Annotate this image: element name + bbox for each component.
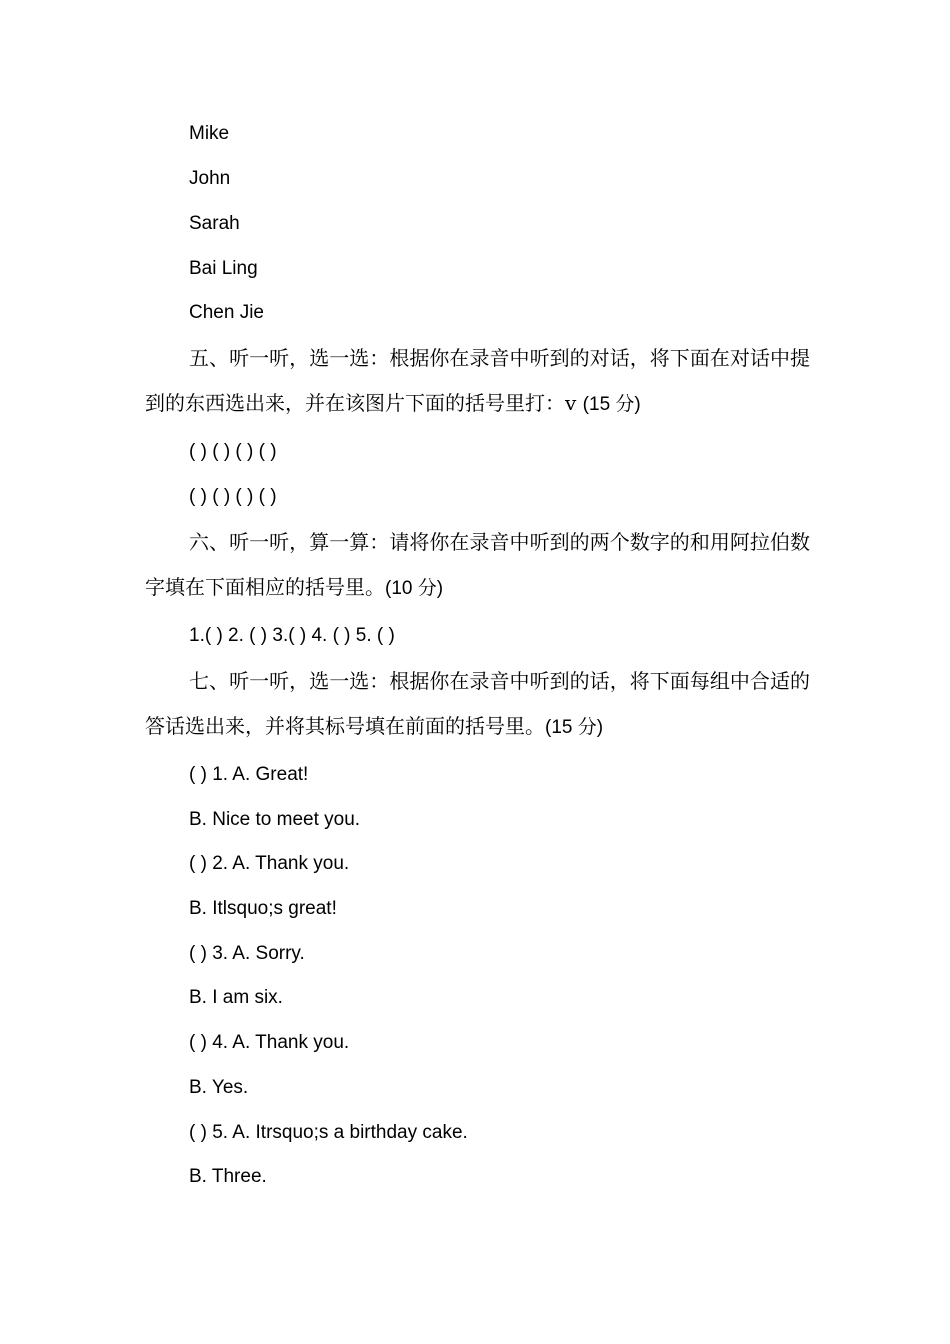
answer-option: B. Three. (189, 1166, 267, 1187)
answer-option: B. I am six. (189, 987, 283, 1008)
name-item: John (189, 168, 231, 189)
name-item: Sarah (189, 213, 240, 234)
section-5-score: (15 分) (582, 394, 641, 415)
check-mark: v (565, 391, 577, 415)
section-7-instructions (145, 659, 810, 750)
section-5-answer-row: ( ) ( ) ( ) ( ) (189, 441, 277, 462)
answer-option: B. Itlsquo;s great! (189, 898, 337, 919)
section-6-answer-row: 1.( ) 2. ( ) 3.( ) 4. ( ) 5. ( ) (189, 625, 395, 646)
section-7-score: (15 分) (545, 717, 604, 738)
section-5-answer-row: ( ) ( ) ( ) ( ) (189, 486, 277, 507)
question-item: ( ) 5. A. Itrsquo;s a birthday cake. (189, 1122, 468, 1143)
section-6-score: (10 分) (385, 578, 444, 599)
section-6-instructions (145, 520, 810, 611)
question-item: ( ) 2. A. Thank you. (189, 853, 350, 874)
answer-option: B. Nice to meet you. (189, 809, 361, 830)
question-item: ( ) 1. A. Great! (189, 764, 309, 785)
name-item: Chen Jie (189, 302, 264, 323)
question-item: ( ) 4. A. Thank you. (189, 1032, 350, 1053)
section-7-text: 七、听一听，选一选：根据你在录音中听到的话，将下面每组中合适的答话选出来，并将其标号填在前面的括号里。 (145, 669, 810, 738)
name-item: Mike (189, 123, 230, 144)
section-5-text: 五、听一听，选一选：根据你在录音中听到的对话，将下面在对话中提到的东西选出来，并在该图片下面的括号里打： (145, 346, 810, 415)
answer-option: B. Yes. (189, 1077, 249, 1098)
question-item: ( ) 3. A. Sorry. (189, 943, 305, 964)
section-6-text: 六、听一听，算一算：请将你在录音中听到的两个数字的和用阿拉伯数字填在下面相应的括号里。 (145, 530, 810, 599)
section-5-instructions (145, 336, 810, 427)
name-item: Bai Ling (189, 258, 258, 279)
